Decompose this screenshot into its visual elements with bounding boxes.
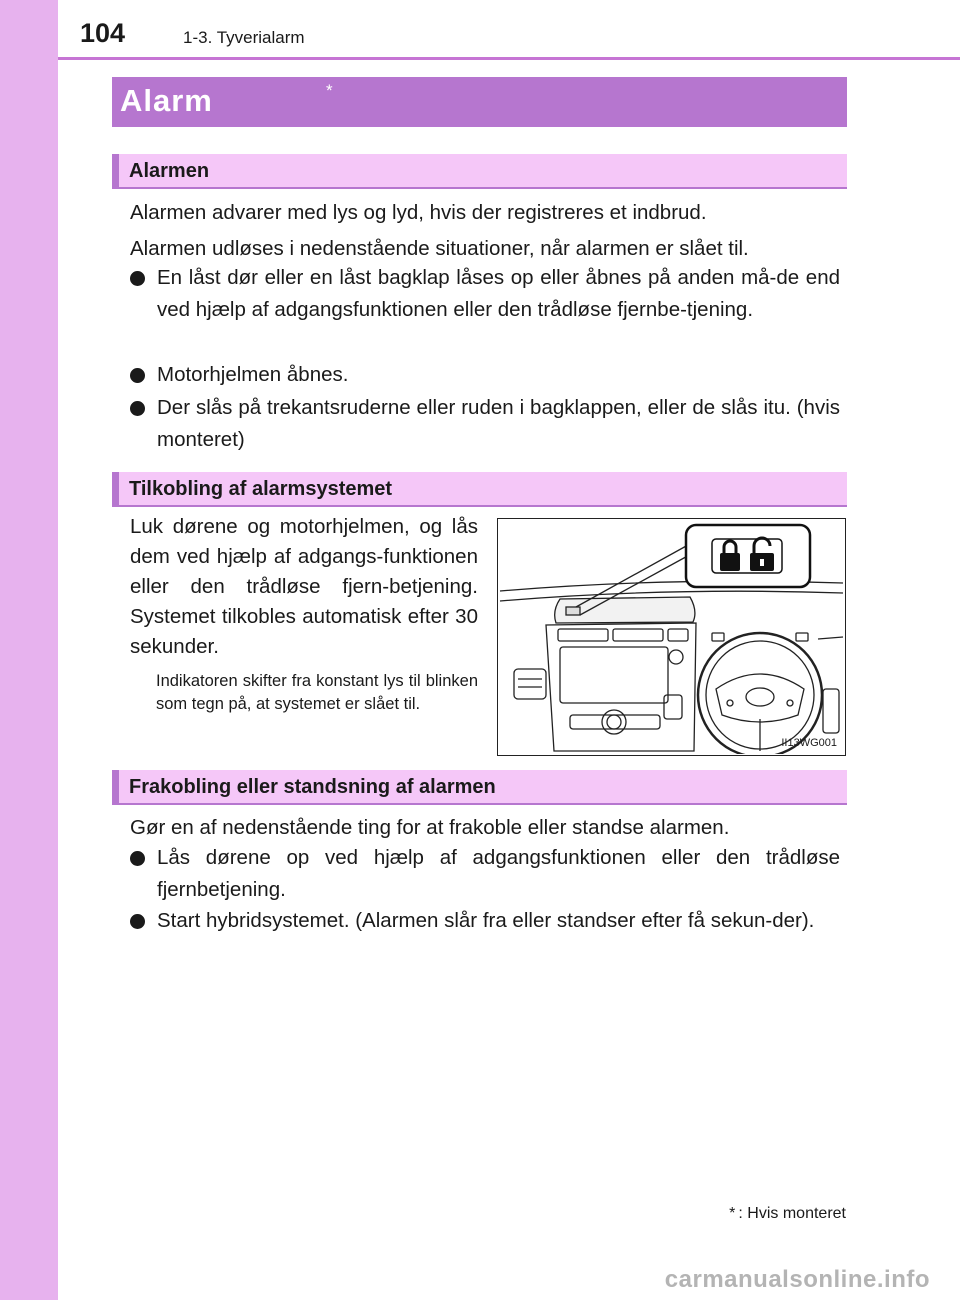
section-heading-disarming xyxy=(112,770,847,805)
bullet-text: Lås dørene op ved hjælp af adgangsfunktionen eller den trådløse fjernbetjening. xyxy=(157,846,840,901)
header-rule xyxy=(58,57,960,60)
bullet-dot xyxy=(130,914,145,929)
footnote-text: : Hvis monteret xyxy=(738,1205,846,1222)
bullet-item xyxy=(130,905,840,937)
paragraph: Alarmen udløses i nedenstående situationer, når alarmen er slået til. xyxy=(130,237,749,260)
dashboard-drawing xyxy=(498,519,844,754)
section-heading-text: Frakobling eller standsning af alarmen xyxy=(129,776,496,798)
bullet-item xyxy=(130,262,840,326)
figure-code: II13WG001 xyxy=(781,737,837,749)
title-asterisk: * xyxy=(326,81,333,100)
page-number: 104 xyxy=(80,18,126,48)
section-heading-text: Tilkobling af alarmsystemet xyxy=(129,478,393,500)
section-heading-alarm xyxy=(112,154,847,189)
bullet-text: Motorhjelmen åbnes. xyxy=(157,363,349,386)
bullet-item xyxy=(130,359,840,391)
arming-paragraph: Luk dørene og motorhjelmen, og lås dem ved hjælp af adgangs-funktionen eller den trådløse fjern-betjening. Systemet tilkobles automatisk efter 30 sekunder. xyxy=(130,515,478,658)
bullet-dot xyxy=(130,851,145,866)
paragraph: Alarmen advarer med lys og lyd, hvis der registreres et indbrud. xyxy=(130,201,707,224)
title-bar xyxy=(112,77,847,127)
bullet-item xyxy=(130,392,840,456)
section-heading-text: Alarmen xyxy=(129,160,210,182)
bullet-text: En låst dør eller en låst bagklap låses op eller åbnes på anden må-de end ved hjælp af adgangsfunktionen eller den trådløse fjernbe-tjening. xyxy=(157,266,840,321)
bullet-text: Start hybridsystemet. (Alarmen slår fra eller standser efter få sekun-der). xyxy=(157,909,815,932)
paragraph: Gør en af nedenstående ting for at frakoble eller standse alarmen. xyxy=(130,816,730,839)
watermark: carmanualsonline.info xyxy=(664,1266,930,1293)
bullet-item xyxy=(130,842,840,906)
page-title: Alarm xyxy=(120,83,213,118)
section-reference: 1-3. Tyverialarm xyxy=(183,28,305,47)
bullet-dot xyxy=(130,368,145,383)
footnote xyxy=(729,1205,846,1223)
lock-icon xyxy=(686,525,810,587)
indicator-note: Indikatoren skifter fra konstant lys til blinken som tegn på, at systemet er slået til. xyxy=(156,672,478,713)
footnote-asterisk: * xyxy=(729,1205,736,1222)
dashboard-illustration xyxy=(497,518,846,756)
bullet-text: Der slås på trekantsruderne eller ruden i bagklappen, eller de slås itu. (hvis monteret) xyxy=(157,396,840,451)
side-tab-strip xyxy=(0,0,58,1300)
bullet-dot xyxy=(130,271,145,286)
section-heading-arming xyxy=(112,472,847,507)
bullet-dot xyxy=(130,401,145,416)
